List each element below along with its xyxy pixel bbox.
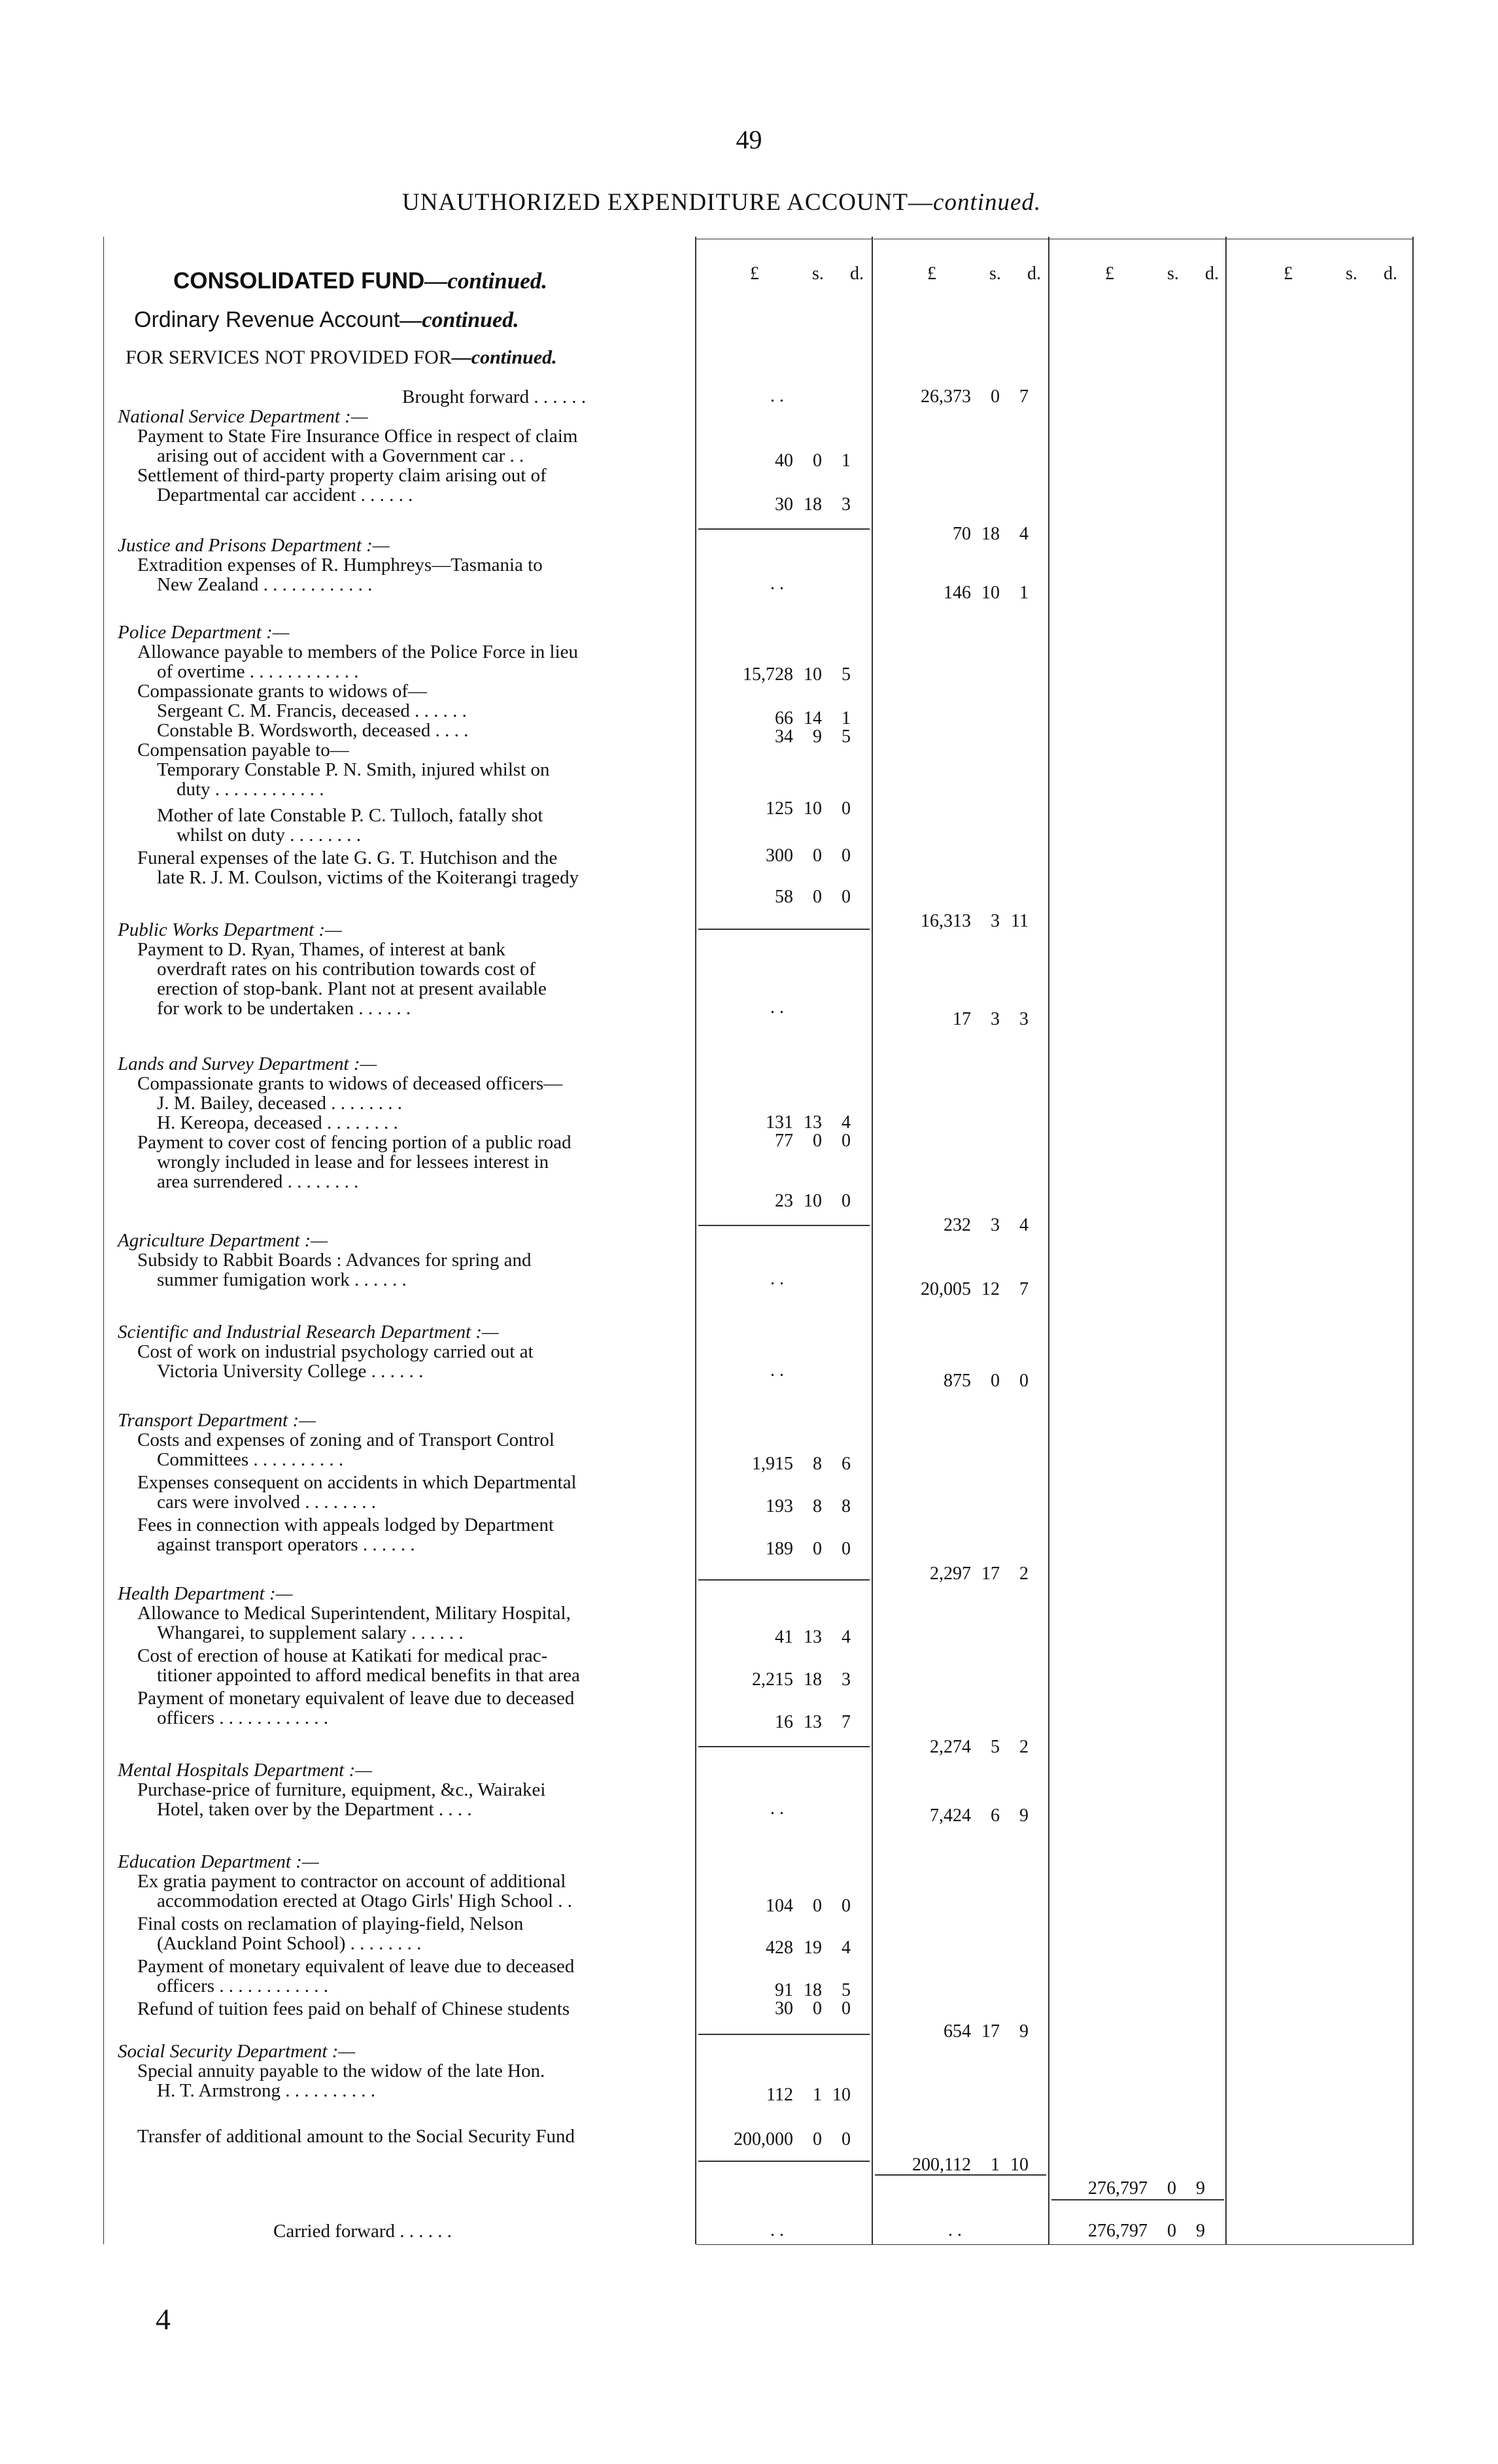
amount-cell [716,450,851,472]
amount-shillings: 1 [813,2085,822,2105]
account-heading: Ordinary Revenue Account—continued. [134,307,519,332]
line-item: Hotel, taken over by the Department . . . . [157,1799,472,1820]
line-item: Costs and expenses of zoning and of Transport Control [137,1429,554,1450]
amount-shillings: 0 [813,2129,822,2149]
amount-pence: 0 [842,887,851,907]
dept-heading: Mental Hospitals Department :— [118,1760,373,1781]
amount-shillings: 0 [991,1371,1000,1391]
amount-cell [716,1998,851,2020]
amount-cell [893,386,1029,408]
amount-shillings: 5 [991,1737,1000,1757]
amount-shillings: 1 [991,2155,1000,2175]
amount-cell [893,523,1029,545]
amount-pence: 8 [842,1496,851,1516]
line-item: Funeral expenses of the late G. G. T. Hutchison and the [137,847,558,868]
fund-heading: CONSOLIDATED FUND—continued. [173,268,548,294]
amount-shillings: 8 [813,1496,822,1516]
amount-shillings: 3 [991,1215,1000,1235]
amount-shillings: 0 [813,1539,822,1559]
line-item: Expenses consequent on accidents in which Departmental [137,1472,577,1493]
column-rule-0 [103,237,104,2244]
line-item: duty . . . . . . . . . . . . [177,779,324,800]
dept-heading: Social Security Department :— [118,2041,356,2062]
amount-pence: 7 [842,1712,851,1732]
amount-shillings: 0 [813,846,822,866]
column-rule-5 [1412,237,1414,2244]
line-item: Extradition expenses of R. Humphreys—Tasmania to [137,555,543,575]
amount-pounds: 232 [944,1215,971,1235]
dept-heading: Scientific and Industrial Research Department :— [118,1322,499,1343]
line-item: Payment to D. Ryan, Thames, of interest at bank [137,939,505,960]
line-item: Payment of monetary equivalent of leave due to deceased [137,1956,575,1977]
line-item: titioner appointed to afford medical benefits in that area [157,1665,580,1686]
dept-heading: Justice and Prisons Department :— [118,535,390,556]
amount-pounds: 91 [775,1980,793,2000]
amount-shillings: 0 [813,1998,822,2019]
line-item: against transport operators . . . . . . [157,1534,415,1555]
amount-pence: 5 [842,664,851,685]
amount-cell [893,1736,1029,1758]
amount-pence: 3 [842,494,851,515]
amount-pence: 6 [842,1454,851,1474]
amount-shillings: 17 [981,1564,1000,1584]
amount-shillings: 3 [991,1009,1000,1029]
amount-cell [893,2154,1029,2176]
amount-cell [716,2084,851,2106]
amount-shillings: 0 [1167,2221,1176,2241]
amount-pounds: 7,424 [930,1805,971,1826]
amount-pounds: 276,797 [1088,2178,1148,2199]
line-item: Cost of work on industrial psychology carried out at [137,1341,534,1362]
dept-heading: Education Department :— [118,1851,319,1872]
amount-pence: 10 [832,2085,851,2105]
line-item: Fees in connection with appeals lodged by Department [137,1514,554,1535]
line-item: Allowance payable to members of the Police Force in lieu [137,642,579,662]
amount-shillings: 12 [981,1279,1000,1299]
amount-cell [716,1190,851,1212]
line-item: J. M. Bailey, deceased . . . . . . . . [157,1093,403,1114]
amount-pence: 0 [842,1191,851,1211]
amount-shillings: 0 [813,887,822,907]
amount-cell [716,664,851,686]
line-item: Payment to State Fire Insurance Office in respect of claim [137,426,578,447]
amount-pounds: 104 [766,1896,793,1916]
amount-cell [716,798,851,820]
amount-pence: 7 [1019,1279,1029,1299]
line-item: wrongly included in lease and for lessees interest in [157,1152,549,1172]
amount-cell [716,1496,851,1518]
line-item: officers . . . . . . . . . . . . [157,1707,329,1728]
brought-forward-label: Brought forward . . . . . . [402,386,587,407]
amount-shillings: 0 [813,1131,822,1151]
amount-pounds: 58 [775,887,793,907]
amount-cell [893,1278,1029,1301]
line-item: for work to be undertaken . . . . . . [157,998,411,1019]
amount-cell [716,494,851,516]
amount-pence: 5 [842,727,851,747]
line-item: Departmental car accident . . . . . . [157,485,413,505]
amount-pence: 0 [842,798,851,819]
dept-heading: Health Department :— [118,1583,293,1604]
line-item: Payment to cover cost of fencing portion of a public road [137,1132,571,1153]
amount-pence: 2 [1019,1737,1029,1757]
amount-pence: 5 [842,1980,851,2000]
empty-cell-dots: . . [770,386,784,406]
subtotal-rule [698,2161,870,2162]
amount-pounds: 875 [944,1371,971,1391]
subtotal-rule [698,2034,870,2035]
line-item: Temporary Constable P. N. Smith, injured whilst on [157,759,550,780]
amount-pounds: 40 [775,451,793,471]
amount-pounds: 1,915 [752,1454,793,1474]
amount-pounds: 131 [766,1112,793,1133]
subtotal-rule [698,1579,870,1581]
amount-pence: 0 [842,1896,851,1916]
empty-cell-dots: . . [770,2220,784,2240]
amount-cell [1069,2220,1205,2242]
amount-shillings: 0 [813,1896,822,1916]
amount-pounds: 30 [775,1998,793,2019]
line-item: summer fumigation work . . . . . . [157,1269,407,1290]
line-item: Subsidy to Rabbit Boards : Advances for spring and [137,1250,532,1271]
amount-cell [893,1563,1029,1585]
amount-cell [716,1130,851,1152]
amount-shillings: 13 [804,1712,822,1732]
line-item: Final costs on reclamation of playing-field, Nelson [137,1913,524,1934]
amount-pounds: 70 [953,524,971,544]
subtotal-rule [698,1746,870,1747]
amount-pounds: 15,728 [743,664,793,685]
amount-pounds: 2,215 [752,1669,793,1690]
line-item: Constable B. Wordsworth, deceased . . . . [157,720,469,741]
amount-pounds: 77 [775,1131,793,1151]
line-item: (Auckland Point School) . . . . . . . . [157,1933,422,1954]
line-item: Purchase-price of furniture, equipment, &c., Wairakei [137,1779,546,1800]
amount-shillings: 10 [981,583,1000,603]
page-number: 49 [736,125,762,154]
amount-pounds: 23 [775,1191,793,1211]
amount-shillings: 17 [981,2021,1000,2042]
subtotal-rule [698,1225,870,1226]
amount-pence: 9 [1019,1805,1029,1826]
page-title: UNAUTHORIZED EXPENDITURE ACCOUNT—continued. [402,189,1042,216]
column-rule-1 [695,237,696,2244]
amount-pounds: 112 [766,2085,793,2105]
empty-cell-dots: . . [770,1798,784,1819]
amount-cell [716,886,851,908]
amount-cell [716,1711,851,1734]
amount-pence: 9 [1019,2021,1029,2042]
amount-shillings: 13 [804,1112,822,1133]
amount-cell [716,1669,851,1691]
empty-cell-dots: . . [770,573,784,594]
amount-pence: 0 [842,1539,851,1559]
empty-cell-dots: . . [948,2220,962,2240]
dept-heading: Police Department :— [118,622,290,643]
empty-cell-dots: . . [770,1360,784,1380]
amount-cell [893,582,1029,604]
line-item: Sergeant C. M. Francis, deceased . . . . . . [157,700,467,721]
amount-shillings: 13 [804,1627,822,1647]
amount-cell [893,1214,1029,1237]
amount-pounds: 30 [775,494,793,515]
amount-pence: 4 [1019,1215,1029,1235]
dept-heading: Agriculture Department :— [118,1230,328,1251]
dept-heading: Public Works Department :— [118,919,342,940]
line-item: whilst on duty . . . . . . . . [177,825,361,846]
amount-pounds: 20,005 [921,1279,971,1299]
amount-pounds: 2,297 [930,1564,971,1584]
line-item: officers . . . . . . . . . . . . [157,1976,329,1996]
amount-shillings: 9 [813,727,822,747]
empty-cell-dots: . . [770,997,784,1018]
amount-cell [716,1937,851,1959]
amount-shillings: 10 [804,664,822,685]
line-item: area surrendered . . . . . . . . [157,1171,359,1192]
dept-heading: Lands and Survey Department :— [118,1053,377,1074]
amount-shillings: 18 [981,524,1000,544]
amount-pence: 4 [1019,524,1029,544]
amount-cell [716,2129,851,2151]
amount-cell [893,1370,1029,1392]
subtotal-rule [698,929,870,930]
amount-pounds: 428 [766,1938,793,1958]
amount-pence: 10 [1010,2155,1029,2175]
amount-pounds: 125 [766,798,793,819]
amount-shillings: 0 [813,451,822,471]
amount-pounds: 66 [775,708,793,728]
amount-pounds: 34 [775,727,793,747]
amount-shillings: 10 [804,798,822,819]
subtotal-rule [698,528,870,530]
amount-cell [893,910,1029,933]
line-item: Cost of erection of house at Katikati for medical prac- [137,1645,548,1666]
column-rule-3 [1048,237,1049,2244]
amount-pounds: 146 [944,583,971,603]
amount-pence: 11 [1011,911,1029,931]
line-item: Compassionate grants to widows of— [137,681,428,702]
services-heading: FOR SERVICES NOT PROVIDED FOR—continued. [126,347,557,368]
amount-pounds: 16 [775,1712,793,1732]
amount-cell [716,726,851,748]
amount-cell [893,1008,1029,1031]
amount-pence: 3 [1019,1009,1029,1029]
line-item: H. Kereopa, deceased . . . . . . . . [157,1112,398,1133]
line-item: Refund of tuition fees paid on behalf of Chinese students [137,1998,570,2019]
dept-heading: National Service Department :— [118,406,368,427]
amount-shillings: 18 [804,1980,822,2000]
amount-cell [716,1626,851,1649]
amount-pounds: 193 [766,1496,793,1516]
amount-pounds: 41 [775,1627,793,1647]
amount-pence: 0 [1019,1371,1029,1391]
column-rule-4 [1225,237,1227,2244]
amount-pounds: 26,373 [921,386,971,407]
line-item: Compassionate grants to widows of deceased officers— [137,1073,563,1094]
amount-shillings: 18 [804,1669,822,1690]
dept-heading: Transport Department :— [118,1410,316,1431]
line-item: Allowance to Medical Superintendent, Military Hospital, [137,1603,571,1624]
amount-pence: 3 [842,1669,851,1690]
amount-pence: 7 [1019,386,1029,407]
amount-pence: 0 [842,1131,851,1151]
amount-shillings: 10 [804,1191,822,1211]
line-item: H. T. Armstrong . . . . . . . . . . [157,2080,376,2101]
line-item: late R. J. M. Coulson, victims of the Koiterangi tragedy [157,867,579,888]
amount-pounds: 654 [944,2021,971,2042]
amount-pounds: 276,797 [1088,2221,1148,2241]
amount-pounds: 16,313 [921,911,971,931]
line-item: New Zealand . . . . . . . . . . . . [157,574,373,595]
amount-shillings: 14 [804,708,822,728]
amount-pence: 4 [842,1112,851,1133]
line-item: Settlement of third-party property claim arising out of [137,465,547,486]
line-item: of overtime . . . . . . . . . . . . [157,661,359,682]
footer-number: 4 [156,2302,171,2336]
line-item: Transfer of additional amount to the Social Security Fund [137,2126,575,2147]
amount-pence: 4 [842,1627,851,1647]
line-item: Mother of late Constable P. C. Tulloch, fatally shot [157,805,543,826]
line-item: Compensation payable to— [137,740,349,761]
line-item: Whangarei, to supplement salary . . . . . . [157,1622,464,1643]
line-item: cars were involved . . . . . . . . [157,1492,377,1513]
amount-pounds: 200,000 [734,2129,793,2149]
amount-pence: 1 [842,451,851,471]
amount-pounds: 17 [953,1009,971,1029]
amount-pence: 1 [1019,583,1029,603]
amount-shillings: 19 [804,1938,822,1958]
line-item: Payment of monetary equivalent of leave due to deceased [137,1688,575,1709]
line-item: Special annuity payable to the widow of the late Hon. [137,2061,545,2081]
amount-shillings: 8 [813,1454,822,1474]
amount-pence: 0 [842,2129,851,2149]
bottom-rule [696,2244,1414,2245]
amount-pence: 0 [842,846,851,866]
amount-pence: 9 [1196,2221,1205,2241]
amount-cell [893,2021,1029,2043]
amount-pounds: 2,274 [930,1737,971,1757]
amount-pence: 1 [842,708,851,728]
line-item: accommodation erected at Otago Girls' High School . . [157,1891,572,1911]
carried-forward-label: Carried forward . . . . . . [273,2221,452,2242]
amount-pence: 4 [842,1938,851,1958]
line-item: Ex gratia payment to contractor on account of additional [137,1871,566,1892]
amount-pounds: 189 [766,1539,793,1559]
line-item: Victoria University College . . . . . . [157,1361,424,1382]
line-item: Committees . . . . . . . . . . [157,1449,344,1470]
amount-cell [716,845,851,867]
amount-shillings: 6 [991,1805,1000,1826]
amount-pence: 2 [1019,1564,1029,1584]
amount-shillings: 0 [1167,2178,1176,2199]
line-item: erection of stop-bank. Plant not at present available [157,978,547,999]
amount-shillings: 3 [991,911,1000,931]
amount-cell [716,1453,851,1475]
amount-cell [716,1895,851,1917]
column-rule-2 [872,237,873,2244]
amount-shillings: 0 [991,386,1000,407]
amount-cell [716,1538,851,1560]
amount-cell [1069,2178,1205,2200]
line-item: overdraft rates on his contribution towards cost of [157,959,536,980]
amount-pounds: 300 [766,846,793,866]
amount-pence: 0 [842,1998,851,2019]
amount-cell [893,1805,1029,1827]
line-item: arising out of accident with a Government car . . [157,445,524,466]
amount-pence: 9 [1196,2178,1205,2199]
amount-pounds: 200,112 [912,2155,971,2175]
amount-shillings: 18 [804,494,822,515]
empty-cell-dots: . . [770,1269,784,1289]
